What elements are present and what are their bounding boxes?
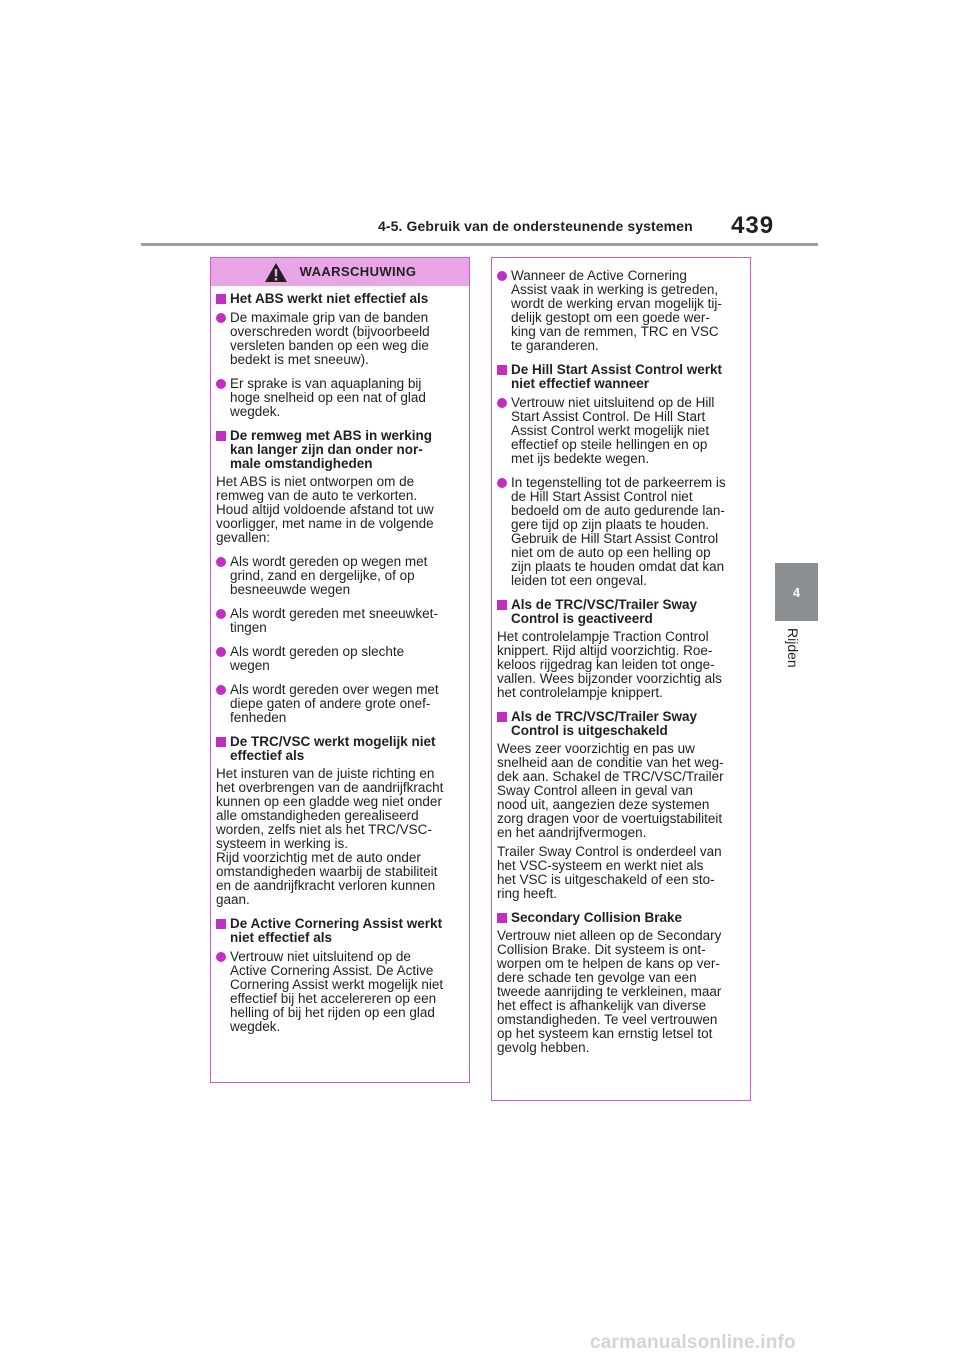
text-line: Start Assist Control. De Hill Start <box>511 409 706 424</box>
text-line: worpen om te helpen de kans op ver- <box>497 956 720 971</box>
chapter-name: Rijden <box>785 628 801 668</box>
square-bullet-icon <box>216 294 226 304</box>
header-rule <box>141 243 818 246</box>
paragraph <box>497 929 742 1055</box>
text-line: Als wordt gereden over wegen met <box>230 682 439 697</box>
text-line: Trailer Sway Control is onderdeel van <box>497 844 722 859</box>
text-line: gevallen: <box>216 530 271 545</box>
round-bullet-icon <box>216 313 226 323</box>
round-bullet-icon <box>497 398 507 408</box>
text-line: systeem in werking is. <box>216 836 349 851</box>
text-line: omstandigheden waarbij de stabiliteit <box>216 864 438 879</box>
text-line: fenheden <box>230 710 287 725</box>
text-line: Het ABS werkt niet effectief als <box>230 291 429 306</box>
paragraph <box>497 742 742 840</box>
text-line: male omstandigheden <box>230 456 373 471</box>
warning-triangle-icon <box>264 262 288 283</box>
text-line: helling of bij het rijden op een glad <box>230 1005 435 1020</box>
text-line: Het insturen van de juiste richting en <box>216 766 435 781</box>
warning-header <box>211 258 469 286</box>
section-heading <box>497 598 742 626</box>
text-line: Wees zeer voorzichtig en pas uw <box>497 741 695 756</box>
paragraph <box>216 475 461 545</box>
text-line: het VSC-systeem en werkt niet als <box>497 858 704 873</box>
text-line: tingen <box>230 620 267 635</box>
text-line: Het controlelampje Traction Control <box>497 629 709 644</box>
paragraph <box>216 767 461 907</box>
text-line: effectief als <box>230 748 305 763</box>
left-column-content <box>211 286 469 1034</box>
text-line: Collision Brake. Dit systeem is ont- <box>497 942 706 957</box>
text-line: wegen <box>230 658 270 673</box>
text-line: Secondary Collision Brake <box>511 910 683 925</box>
text-line: effectief op steile hellingen en op <box>511 437 708 452</box>
text-line: De TRC/VSC werkt mogelijk niet <box>230 734 436 749</box>
text-line: de Hill Start Assist Control niet <box>511 489 693 504</box>
text-line: niet effectief wanneer <box>511 376 650 391</box>
bullet-item <box>216 950 461 1034</box>
section-heading <box>216 429 461 471</box>
section-heading <box>497 911 742 925</box>
text-line: nood uit, aangezien deze systemen <box>497 797 710 812</box>
page-header-title: 4-5. Gebruik van de ondersteunende systemen <box>378 218 693 234</box>
chapter-tab: 4 <box>775 563 818 621</box>
text-line: Wanneer de Active Cornering <box>511 268 687 283</box>
text-line: zijn plaats te houden omdat dat kan <box>511 559 725 574</box>
text-line: Vertrouw niet alleen op de Secondary <box>497 928 722 943</box>
text-line: gere tijd op zijn plaats te houden. <box>511 517 710 532</box>
section-heading <box>216 735 461 763</box>
text-line: Gebruik de Hill Start Assist Control <box>511 531 719 546</box>
text-line: versleten banden op een weg die <box>230 338 429 353</box>
text-line: overschreden wordt (bijvoorbeeld <box>230 324 430 339</box>
section-heading <box>497 710 742 738</box>
text-line: niet effectief als <box>230 930 333 945</box>
text-line: Als wordt gereden op slechte <box>230 644 405 659</box>
text-line: hoge snelheid op een nat of glad <box>230 390 426 405</box>
text-line: grind, zand en dergelijke, of op <box>230 568 415 583</box>
section-heading <box>216 292 461 306</box>
text-line: vallen. Wees bijzonder voorzichtig als <box>497 671 722 686</box>
bullet-item <box>216 683 461 725</box>
bullet-item <box>216 311 461 367</box>
text-line: keloos rijgedrag kan leiden tot onge- <box>497 657 715 672</box>
text-line: Als wordt gereden met sneeuwket- <box>230 606 438 621</box>
bullet-item <box>216 377 461 419</box>
text-line: knippert. Rijd altijd voorzichtig. Roe- <box>497 643 713 658</box>
text-line: Rijd voorzichtig met de auto onder <box>216 850 421 865</box>
text-line: gevolg hebben. <box>497 1040 590 1055</box>
text-line: niet om de auto op een helling op <box>511 545 711 560</box>
text-line: Sway Control alleen in geval van <box>497 783 693 798</box>
text-line: wordt de werking ervan mogelijk tij- <box>511 296 722 311</box>
text-line: met ijs bedekte wegen. <box>511 451 650 466</box>
text-line: Als wordt gereden op wegen met <box>230 554 428 569</box>
text-line: kunnen op een gladde weg niet onder <box>216 794 442 809</box>
text-line: bedekt is met sneeuw). <box>230 352 369 367</box>
text-line: De remweg met ABS in werking <box>230 428 433 443</box>
warning-box-left <box>210 257 470 1083</box>
text-line: het effect is afhankelijk van diverse <box>497 998 707 1013</box>
text-line: Er sprake is van aquaplaning bij <box>230 376 422 391</box>
text-line: voorligger, met name in de volgende <box>216 516 434 531</box>
text-line: het controlelampje knippert. <box>497 685 663 700</box>
text-line: het VSC is uitgeschakeld of een sto- <box>497 872 715 887</box>
text-line: Vertrouw niet uitsluitend op de <box>230 949 411 964</box>
section-heading <box>216 917 461 945</box>
text-line: dere schade ten gevolge van een <box>497 970 697 985</box>
text-line: snelheid aan de conditie van het weg- <box>497 755 724 770</box>
round-bullet-icon <box>216 647 226 657</box>
text-line: en het aandrijfvermogen. <box>497 825 647 840</box>
paragraph <box>497 845 742 901</box>
text-line: op het systeem kan ernstig letsel tot <box>497 1026 713 1041</box>
bullet-item <box>216 645 461 673</box>
round-bullet-icon <box>216 557 226 567</box>
round-bullet-icon <box>497 271 507 281</box>
bullet-item <box>497 476 742 588</box>
text-line: De Hill Start Assist Control werkt <box>511 362 723 377</box>
text-line: leiden tot een ongeval. <box>511 573 647 588</box>
text-line: te garanderen. <box>511 338 599 353</box>
text-line: en de aandrijfkracht verloren kunnen <box>216 878 436 893</box>
text-line: Het ABS is niet ontworpen om de <box>216 474 415 489</box>
text-line: effectief bij het accelereren op een <box>230 991 437 1006</box>
warning-heading: WAARSCHUWING <box>299 264 417 279</box>
square-bullet-icon <box>497 600 507 610</box>
text-line: alle omstandigheden gerealiseerd <box>216 808 419 823</box>
warning-box-right <box>491 257 751 1101</box>
text-line: diepe gaten of andere grote onef- <box>230 696 431 711</box>
paragraph <box>497 630 742 700</box>
square-bullet-icon <box>216 737 226 747</box>
text-line: het overbrengen van de aandrijfkracht <box>216 780 444 795</box>
text-line: tweede aanrijding te verkleinen, maar <box>497 984 722 999</box>
text-line: Houd altijd voldoende afstand tot uw <box>216 502 434 517</box>
text-line: Assist vaak in werking is getreden, <box>511 282 719 297</box>
round-bullet-icon <box>216 685 226 695</box>
square-bullet-icon <box>497 712 507 722</box>
bullet-item <box>497 269 742 353</box>
round-bullet-icon <box>497 478 507 488</box>
text-line: Control is geactiveerd <box>511 611 653 626</box>
text-line: besneeuwde wegen <box>230 582 351 597</box>
text-line: king van de remmen, TRC en VSC <box>511 324 719 339</box>
square-bullet-icon <box>216 919 226 929</box>
square-bullet-icon <box>216 431 226 441</box>
text-line: omstandigheden. Te veel vertrouwen <box>497 1012 718 1027</box>
text-line: Als de TRC/VSC/Trailer Sway <box>511 709 698 724</box>
square-bullet-icon <box>497 913 507 923</box>
text-line: Cornering Assist werkt mogelijk niet <box>230 977 444 992</box>
text-line: delijk gestopt om een goede wer- <box>511 310 710 325</box>
text-line: worden, zelfs niet als het TRC/VSC- <box>216 822 432 837</box>
text-line: De Active Cornering Assist werkt <box>230 916 443 931</box>
watermark: carmanualsonline.info <box>590 1332 796 1353</box>
text-line: Als de TRC/VSC/Trailer Sway <box>511 597 698 612</box>
bullet-item <box>497 396 742 466</box>
text-line: Assist Control werkt mogelijk niet <box>511 423 710 438</box>
round-bullet-icon <box>216 379 226 389</box>
section-heading <box>497 363 742 391</box>
text-line: bedoeld om de auto gedurende lan- <box>511 503 725 518</box>
text-line: Control is uitgeschakeld <box>511 723 668 738</box>
text-line: dek aan. Schakel de TRC/VSC/Trailer <box>497 769 724 784</box>
bullet-item <box>216 607 461 635</box>
text-line: De maximale grip van de banden <box>230 310 429 325</box>
text-line: zorg dragen voor de voertuigstabiliteit <box>497 811 723 826</box>
round-bullet-icon <box>216 609 226 619</box>
text-line: Vertrouw niet uitsluitend op de Hill <box>511 395 715 410</box>
text-line: In tegenstelling tot de parkeerrem is <box>511 475 726 490</box>
square-bullet-icon <box>497 365 507 375</box>
text-line: wegdek. <box>230 404 281 419</box>
round-bullet-icon <box>216 952 226 962</box>
text-line: Active Cornering Assist. De Active <box>230 963 434 978</box>
text-line: ring heeft. <box>497 886 558 901</box>
text-line: kan langer zijn dan onder nor- <box>230 442 423 457</box>
bullet-item <box>216 555 461 597</box>
text-line: wegdek. <box>230 1019 281 1034</box>
text-line: remweg van de auto te verkorten. <box>216 488 418 503</box>
text-line: gaan. <box>216 892 250 907</box>
page-number: 439 <box>731 212 775 239</box>
